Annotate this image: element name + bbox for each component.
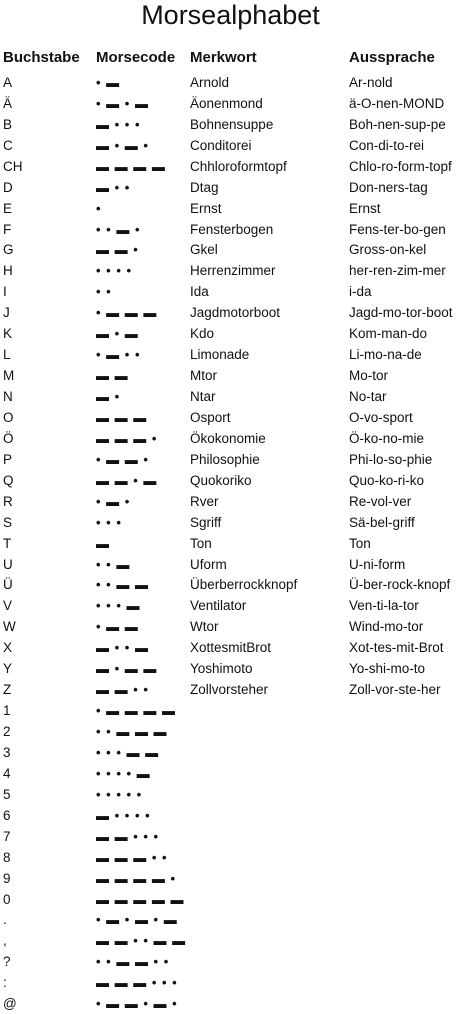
pronunciation-cell: Boh-nen-sup-pe [349,116,446,132]
pronunciation-cell [349,951,461,972]
table-row [3,470,461,491]
letter-cell: J [3,305,10,321]
morsecode-cell: • ▬ • ▬ [96,95,149,111]
pronunciation-cell: Ar-nold [349,74,393,90]
pronunciation-cell: Ö-ko-no-mie [349,430,425,446]
table-row [3,428,461,449]
table-row [3,281,461,302]
morsecode-cell: ▬ • [96,389,121,405]
header-letter: Buchstabe [3,48,80,66]
table-row [3,930,461,951]
table-row [3,616,461,637]
table-row [3,156,461,177]
table-row [3,826,461,847]
morsecode-cell: • • • ▬ ▬ [96,744,160,760]
pronunciation-cell: Phi-lo-so-phie [349,451,433,467]
mnemonic-cell [190,847,349,868]
morsecode-cell: • • ▬ ▬ ▬ [96,724,168,740]
mnemonic-cell: Fensterbogen [190,221,274,237]
morsecode-cell: ▬ • • • [96,116,141,132]
mnemonic-cell [190,742,349,763]
header-mnemonic: Merkwort [190,48,257,66]
letter-cell: G [3,242,14,258]
morsecode-cell: • • • [96,514,122,530]
table-row [3,491,461,512]
mnemonic-cell [190,889,349,910]
mnemonic-cell [190,993,349,1014]
morsecode-cell: ▬ • • [96,179,131,195]
letter-cell: 5 [3,786,11,802]
table-row [3,93,461,114]
table-row [3,114,461,135]
table-row [3,323,461,344]
letter-cell: N [3,389,13,405]
table-row [3,868,461,889]
pronunciation-cell: Xot-tes-mit-Brot [349,640,444,656]
table-row [3,260,461,281]
letter-cell: P [3,451,13,467]
table-row [3,72,461,93]
letter-cell: 3 [3,744,11,760]
letter-cell: Y [3,661,13,677]
letter-cell: : [3,975,7,991]
pronunciation-cell [349,930,461,951]
morsecode-cell: • ▬ • [96,493,131,509]
table-row [3,575,461,596]
pronunciation-cell: Yo-shi-mo-to [349,661,426,677]
letter-cell: 2 [3,724,11,740]
mnemonic-cell: Ntar [190,389,216,405]
morsecode-cell: ▬ • ▬ ▬ [96,661,158,677]
page-title: Morsealphabet [141,0,320,30]
mnemonic-cell [190,868,349,889]
mnemonic-cell: Philosophie [190,451,260,467]
header-row [3,34,461,72]
pronunciation-cell [349,700,461,721]
letter-cell: @ [3,996,17,1012]
table-row [3,344,461,365]
pronunciation-cell [349,826,461,847]
mnemonic-cell: Yoshimoto [190,661,253,677]
table-row [3,658,461,679]
letter-cell: W [3,619,16,635]
letter-cell: 6 [3,807,11,823]
morsecode-cell: ▬ ▬ ▬ ▬ • [96,870,176,886]
table-row [3,407,461,428]
letter-cell: R [3,493,13,509]
mnemonic-cell: Rver [190,493,219,509]
morsecode-cell: • • ▬ [96,556,131,572]
morsecode-cell: • • ▬ • [96,221,141,237]
letter-cell: 7 [3,828,11,844]
mnemonic-cell: Überberrockknopf [190,577,298,593]
mnemonic-cell: Limonade [190,347,250,363]
morsecode-cell: • • • • • [96,786,143,802]
morsecode-cell: • • ▬ ▬ [96,577,149,593]
letter-cell: Z [3,682,12,698]
morsecode-cell: • ▬ ▬ ▬ [96,305,158,321]
table-row [3,512,461,533]
mnemonic-cell: Kdo [190,326,215,342]
mnemonic-cell: Dtag [190,179,219,195]
morsecode-cell: ▬ ▬ ▬ [96,409,148,425]
mnemonic-cell: Conditorei [190,137,252,153]
table-row [3,972,461,993]
letter-cell: 4 [3,765,11,781]
mnemonic-cell: Gkel [190,242,218,258]
letter-cell: F [3,221,12,237]
letter-cell: Ö [3,430,14,446]
morsecode-cell: ▬ ▬ [96,368,129,384]
letter-cell: 9 [3,870,11,886]
pronunciation-cell [349,868,461,889]
table-row [3,554,461,575]
letter-cell: U [3,556,13,572]
morsecode-cell: ▬ ▬ • • ▬ ▬ [96,933,187,949]
letter-cell: , [3,933,7,949]
pronunciation-cell: Jagd-mo-tor-boot [349,305,453,321]
table-row [3,365,461,386]
pronunciation-cell: Ernst [349,200,381,216]
letter-cell: V [3,598,13,614]
morsecode-cell: ▬ • ▬ • [96,137,149,153]
morsecode-cell: ▬ • ▬ [96,326,139,342]
letter-cell: CH [3,158,23,174]
pronunciation-cell: ä-O-nen-MOND [349,95,445,111]
morsecode-cell: ▬ ▬ ▬ ▬ ▬ [96,891,185,907]
morsecode-cell: ▬ • • • • [96,807,151,823]
pronunciation-cell: Re-vol-ver [349,493,412,509]
pronunciation-cell: No-tar [349,389,387,405]
table-row [3,889,461,910]
mnemonic-cell [190,826,349,847]
header-morsecode: Morsecode [96,48,176,66]
pronunciation-cell [349,742,461,763]
table-row [3,784,461,805]
table-row [3,721,461,742]
morsecode-cell: ▬ ▬ ▬ • • [96,849,168,865]
morsecode-cell: • ▬ ▬ [96,619,139,635]
pronunciation-cell: Chlo-ro-form-topf [349,158,452,174]
mnemonic-cell: Chhloroformtopf [190,158,287,174]
pronunciation-cell: Fens-ter-bo-gen [349,221,446,237]
letter-cell: L [3,347,11,363]
morsecode-cell: • ▬ ▬ • ▬ • [96,996,178,1012]
letter-cell: A [3,74,13,90]
mnemonic-cell [190,721,349,742]
morsecode-cell: ▬ ▬ ▬ • [96,430,158,446]
letter-cell: Ä [3,95,13,111]
table-row [3,951,461,972]
morsecode-cell: ▬ ▬ • • [96,682,149,698]
morsecode-cell: ▬ ▬ • [96,242,139,258]
table-row [3,198,461,219]
pronunciation-cell: Kom-man-do [349,326,428,342]
morsecode-cell: ▬ • • ▬ [96,640,149,656]
table-row [3,763,461,784]
letter-cell: 1 [3,703,11,719]
mnemonic-cell: Ökokonomie [190,430,266,446]
pronunciation-cell: Wind-mo-tor [349,619,424,635]
table-row [3,742,461,763]
morsecode-cell: • ▬ [96,74,121,90]
letter-cell: O [3,409,14,425]
morsecode-cell: ▬ ▬ ▬ ▬ [96,158,166,174]
table-row [3,700,461,721]
morsecode-cell: • ▬ ▬ ▬ ▬ [96,703,176,719]
pronunciation-cell [349,805,461,826]
table-row [3,847,461,868]
pronunciation-cell [349,910,461,931]
table-row [3,637,461,658]
pronunciation-cell [349,889,461,910]
mnemonic-cell: Ernst [190,200,222,216]
morsecode-cell: • ▬ • • [96,347,141,363]
letter-cell: I [3,284,7,300]
pronunciation-cell [349,972,461,993]
pronunciation-cell: i-da [349,284,372,300]
pronunciation-cell: Ton [349,535,371,551]
mnemonic-cell: XottesmitBrot [190,640,272,656]
mnemonic-cell: Bohnensuppe [190,116,274,132]
morsecode-cell: ▬ ▬ ▬ • • • [96,975,178,991]
table-row [3,386,461,407]
mnemonic-cell: Herrenzimmer [190,263,276,279]
letter-cell: Q [3,472,14,488]
morsecode-cell: • [96,200,102,216]
morsecode-cell: • ▬ • ▬ • ▬ [96,912,178,928]
letter-cell: ? [3,954,11,970]
mnemonic-cell [190,763,349,784]
mnemonic-cell: Wtor [190,619,219,635]
mnemonic-cell: Arnold [190,74,230,90]
pronunciation-cell [349,847,461,868]
mnemonic-cell: Osport [190,409,231,425]
pronunciation-cell [349,993,461,1014]
letter-cell: B [3,116,13,132]
letter-cell: C [3,137,13,153]
table-row [3,993,461,1014]
mnemonic-cell: Sgriff [190,514,222,530]
letter-cell: T [3,535,12,551]
mnemonic-cell [190,805,349,826]
pronunciation-cell: Mo-tor [349,368,389,384]
mnemonic-cell [190,972,349,993]
table-row [3,135,461,156]
pronunciation-cell: Ven-ti-la-tor [349,598,419,614]
mnemonic-cell [190,700,349,721]
mnemonic-cell [190,784,349,805]
mnemonic-cell [190,930,349,951]
mnemonic-cell: Äonenmond [190,95,263,111]
pronunciation-cell: Ü-ber-rock-knopf [349,577,451,593]
table-row [3,679,461,700]
morsecode-cell: ▬ ▬ • ▬ [96,472,158,488]
pronunciation-cell: Quo-ko-ri-ko [349,472,425,488]
pronunciation-cell: Con-di-to-rei [349,137,425,153]
pronunciation-cell [349,721,461,742]
pronunciation-cell: Sä-bel-griff [349,514,415,530]
mnemonic-cell [190,951,349,972]
pronunciation-cell: Zoll-vor-ste-her [349,682,441,698]
letter-cell: D [3,179,13,195]
table-row [3,805,461,826]
table-row [3,533,461,554]
pronunciation-cell: O-vo-sport [349,409,413,425]
table-row [3,240,461,261]
pronunciation-cell: Gross-on-kel [349,242,427,258]
pronunciation-cell: Don-ners-tag [349,179,428,195]
morsecode-cell: • • • • ▬ [96,765,151,781]
letter-cell: H [3,263,13,279]
mnemonic-cell: Jagdmotorboot [190,305,281,321]
table-row [3,449,461,470]
header-pronunciation: Aussprache [349,48,435,66]
pronunciation-cell [349,763,461,784]
letter-cell: S [3,514,13,530]
mnemonic-cell [190,910,349,931]
letter-cell: K [3,326,13,342]
letter-cell: 8 [3,849,11,865]
letter-cell: E [3,200,13,216]
mnemonic-cell: Ventilator [190,598,247,614]
table-row [3,177,461,198]
morsecode-cell: • ▬ ▬ • [96,451,149,467]
pronunciation-cell: her-ren-zim-mer [349,263,446,279]
mnemonic-cell: Ida [190,284,209,300]
mnemonic-cell: Ton [190,535,212,551]
morsecode-cell: • • • ▬ [96,598,141,614]
table-row [3,910,461,931]
morse-table [3,34,461,1014]
letter-cell: X [3,640,13,656]
table-row [3,219,461,240]
letter-cell: 0 [3,891,11,907]
morsecode-cell: • • ▬ ▬ • • [96,954,170,970]
table-row [3,595,461,616]
pronunciation-cell: Li-mo-na-de [349,347,422,363]
table-body [3,72,461,1014]
pronunciation-cell [349,784,461,805]
letter-cell: Ü [3,577,13,593]
morsecode-cell: ▬ ▬ • • • [96,828,160,844]
letter-cell: M [3,368,15,384]
pronunciation-cell: U-ni-form [349,556,406,572]
table-row [3,302,461,323]
mnemonic-cell: Quokoriko [190,472,252,488]
mnemonic-cell: Mtor [190,368,217,384]
mnemonic-cell: Uform [190,556,227,572]
letter-cell: . [3,912,7,928]
mnemonic-cell: Zollvorsteher [190,682,269,698]
morsecode-cell: • • • • [96,263,133,279]
morsecode-cell: ▬ [96,535,110,551]
morsecode-cell: • • [96,284,112,300]
